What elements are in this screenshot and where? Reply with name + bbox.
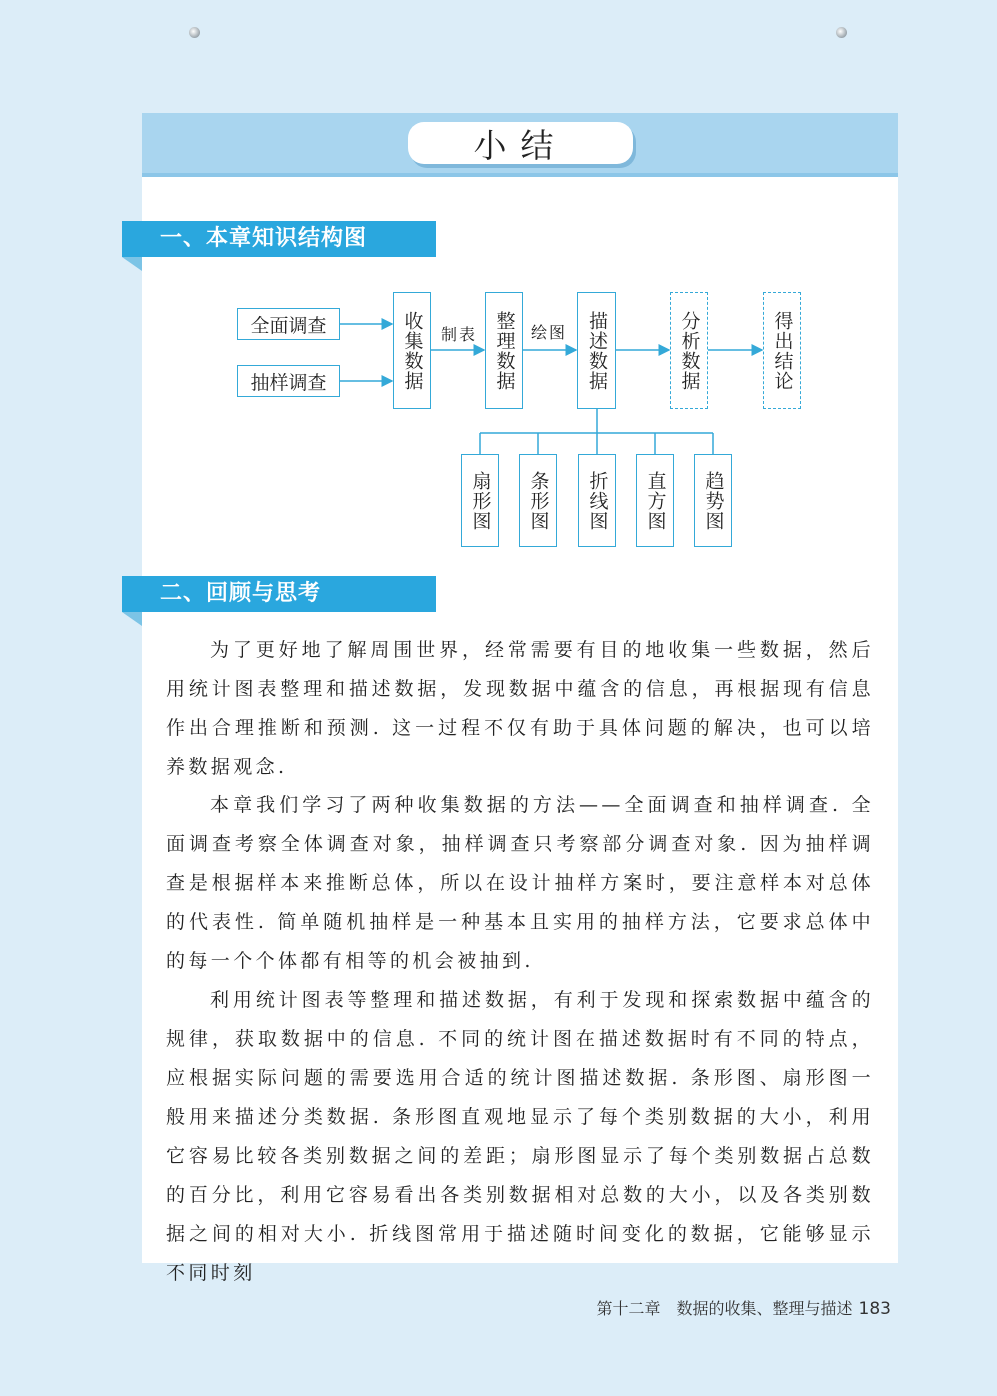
node-histogram-label: 直方图 [644,470,667,531]
node-collect-data-label: 收集数据 [401,310,424,391]
node-census [237,308,340,340]
node-draw-conclusion [763,292,801,409]
node-collect-data [393,292,431,409]
node-draw-conclusion-label: 得出结论 [771,310,794,391]
node-line-chart-label: 折线图 [586,470,609,531]
page-footer [597,1296,891,1319]
node-analyze-data-label: 分析数据 [678,310,701,391]
node-pie-chart [461,454,499,547]
node-histogram [636,454,674,547]
node-sampling-label: 抽样调查 [250,371,327,394]
node-describe-data-label: 描述数据 [586,310,608,391]
node-bar-chart [519,454,557,547]
section-heading-review [122,576,436,612]
node-analyze-data [670,292,708,409]
footer-chapter: 第十二章 数据的收集、整理与描述 [596,1299,853,1318]
edge-label-graph: 绘图 [531,323,568,342]
node-census-label: 全面调查 [250,314,327,337]
section-heading-review-text: 二、回顾与思考 [160,581,322,606]
section-heading-fold [122,612,142,626]
node-describe-data [577,292,616,409]
page-number: 183 [858,1299,891,1319]
node-bar-chart-label: 条形图 [527,470,550,531]
node-sampling [237,365,340,397]
paragraph-3: 利用统计图表等整理和描述数据，有利于发现和探索数据中蕴含的规律，获取数据中的信息. 不同的统计图在描述数据时有不同的特点，应根据实际问题的需要选用合适的统计图描述数据. 条形图、扇形图一般用来描述分类数据. 条形图直观地显示了每个类别数据的大小，利用它容易比较各类别数据之间的差距；扇形图显示了每个类别数据占总数的百分比，利用它容易看出各类别数据相对总数的大小，以及各类别数据之间的相对大小. 折线图常用于描述随时间变化的数据，它能够显示不同时刻 [166,989,874,1284]
paragraph-1: 为了更好地了解周围世界，经常需要有目的地收集一些数据，然后用统计图表整理和描述数据，发现数据中蕴含的信息，再根据现有信息作出合理推断和预测. 这一过程不仅有助于具体问题的解决，也可以培养数据观念. [166,639,874,778]
paragraph-2: 本章我们学习了两种收集数据的方法——全面调查和抽样调查. 全面调查考察全体调查对象，抽样调查只考察部分调查对象. 因为抽样调查是根据样本来推断总体，所以在设计抽样方案时，要注意样本对总体的代表性. 简单随机抽样是一种基本且实用的抽样方法，它要求总体中的每一个个体都有相等的机会被抽到. [166,794,874,972]
page-title: 小结 [408,122,633,164]
node-organize-data-label: 整理数据 [493,310,516,391]
section-heading-structure-text: 一、本章知识结构图 [160,226,368,251]
node-trend-chart-label: 趋势图 [702,470,725,531]
node-line-chart [578,454,616,547]
node-trend-chart [694,454,732,547]
node-organize-data [485,292,523,409]
edge-label-tabulate: 制表 [441,325,478,344]
node-pie-chart-label: 扇形图 [469,470,492,531]
